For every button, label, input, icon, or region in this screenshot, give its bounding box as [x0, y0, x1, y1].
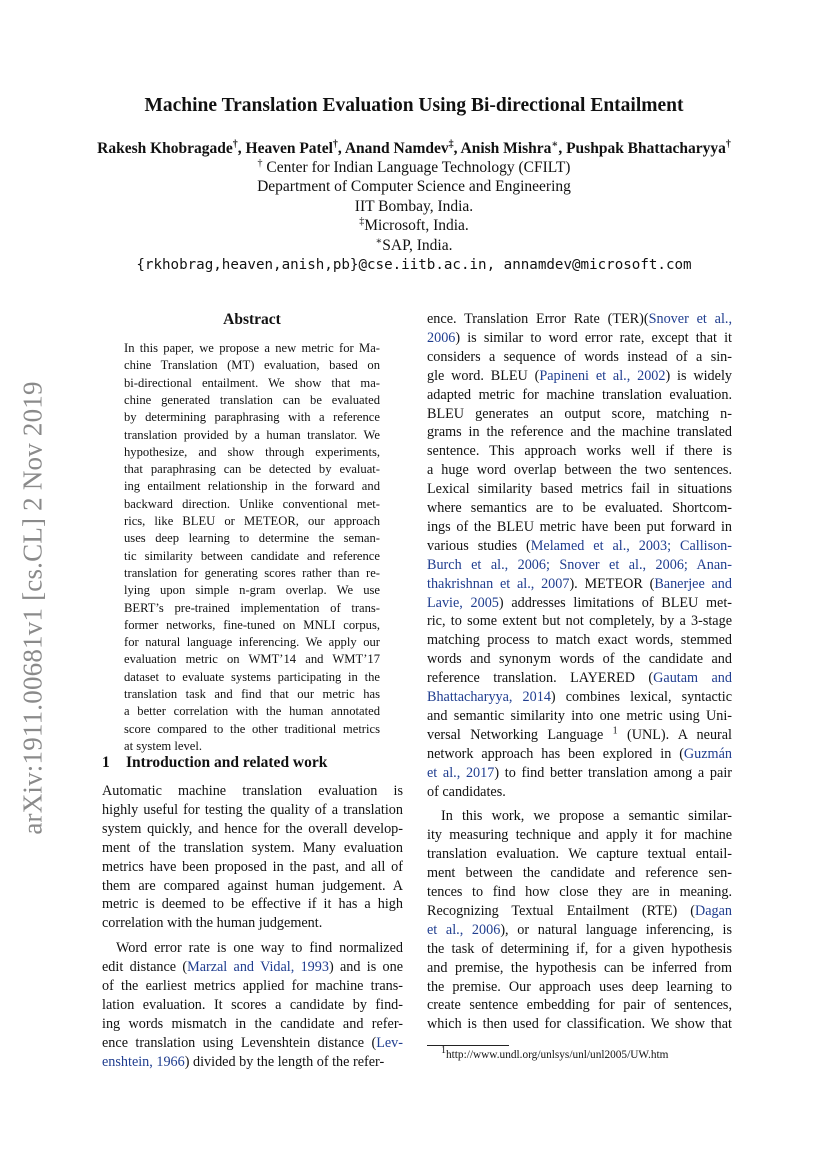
author-emails: {rkhobrag,heaven,anish,pb}@cse.iitb.ac.in, annamdev@microsoft.com: [136, 257, 692, 273]
body-text: ) addresses limitations of BLEU met-: [498, 594, 732, 611]
abstract-line: bi-directional entailment. We show that ma-: [124, 375, 380, 390]
affiliation-text: Center for Indian Language Technology (CFILT): [262, 159, 571, 176]
abstract-line: ing entailment relationship in the forward and: [124, 479, 380, 494]
abstract-line: at system level.: [124, 738, 202, 753]
body-text: Automatic machine translation evaluation is: [102, 783, 403, 799]
abstract-line: rics, like BLEU or METEOR, our approach: [124, 514, 380, 528]
body-text: ing words mismatch in the candidate and refer-: [102, 1015, 403, 1032]
body-text: considers a sequence of words instead of a sin-: [427, 348, 732, 365]
author-affiliation-mark: †: [232, 138, 238, 150]
body-line: [427, 846, 732, 863]
section-title: Introduction and related work: [126, 754, 328, 771]
footnote-url: http://www.undl.org/unlsys/unl/unl2005/UW.htm: [446, 1049, 669, 1061]
body-text: edit distance (: [102, 959, 188, 976]
body-text: highly useful for testing the quality of a translation: [102, 801, 403, 818]
section-number: 1: [102, 754, 110, 771]
body-text: ment between the candidate and reference sen-: [427, 865, 732, 882]
body-line: [427, 311, 732, 328]
body-line: [102, 840, 403, 857]
body-text: ment of the translation system. Many evaluation: [102, 839, 403, 856]
body-line: [102, 978, 403, 995]
affiliation-text: IIT Bombay, India.: [354, 198, 474, 215]
body-text: gle word. BLEU (: [427, 367, 540, 384]
body-text: ) divided by the length of the refer-: [184, 1053, 385, 1070]
body-line: [427, 941, 732, 958]
author-list: Rakesh Khobragade†, Heaven Patel†, Anand Namdev‡, Anish Mishra∗, Pushpak Bhattacharyya†: [97, 138, 731, 157]
body-text: the task of determining if, for a given hypothesis: [427, 940, 732, 957]
body-line: [427, 979, 732, 996]
paper-title: Machine Translation Evaluation Using Bi-directional Entailment: [144, 95, 684, 116]
body-line: [102, 878, 403, 895]
body-text: Recognizing Textual Entailment (RTE) (: [427, 902, 695, 919]
body-text: reference translation. LAYERED (: [427, 670, 654, 687]
body-text: ity measuring technique and apply it for machine: [427, 827, 732, 844]
body-line: [427, 462, 732, 479]
body-text: Lexical similarity based metrics fail in situations: [427, 481, 732, 498]
body-line: [427, 746, 732, 763]
abstract-line: that paraphrasing can be detected by evaluat-: [124, 462, 380, 477]
author-affiliation-mark: †: [332, 138, 338, 150]
body-line: [102, 915, 403, 932]
abstract-line: translation provided by a human translator. We: [124, 427, 380, 442]
abstract-line: chine Translation (MT) evaluation, based on: [124, 358, 380, 373]
body-line: [427, 368, 732, 385]
abstract-line: a better correlation with the human annotated: [124, 704, 380, 719]
body-text: ) to find better translation among a pair: [494, 764, 732, 781]
citation-link: Snover et al.,: [648, 311, 733, 327]
body-text: metrics have been proposed in the past, and all of: [102, 858, 403, 875]
body-line: [427, 595, 732, 612]
body-text: versal Networking Language: [427, 726, 613, 743]
body-line: [102, 959, 403, 976]
body-text: correlation with the human judgement.: [102, 915, 323, 932]
affiliation-text: Microsoft, India.: [364, 217, 469, 234]
abstract-heading: Abstract: [223, 311, 281, 328]
body-text: lation evaluation. It scores a candidate by find-: [102, 996, 403, 1013]
body-line: [427, 481, 732, 498]
body-line: [427, 538, 732, 555]
body-text: ) is similar to word error rate, except that it: [455, 329, 732, 346]
body-text: system quickly, and hence for the overall develop-: [102, 820, 403, 837]
body-text: a huge word overlap between the two sentences.: [427, 462, 732, 479]
body-line: [427, 443, 732, 460]
citation-link: Gautam and: [653, 670, 732, 687]
affiliation-line: [0, 159, 828, 177]
body-line: [427, 1016, 732, 1033]
body-text: ). METEOR (: [569, 575, 655, 592]
body-text: ) is widely: [665, 367, 732, 384]
body-text: the premise. Our approach uses deep learning to: [427, 978, 732, 995]
abstract-line: dataset to evaluate systems participating in the: [124, 669, 380, 684]
body-text: network approach has been explored in (: [427, 745, 684, 762]
body-text: ings of the BLEU metric have been put forward in: [427, 518, 732, 535]
section-heading: [102, 754, 327, 772]
abstract-line: score compared to the other traditional metrics: [124, 721, 380, 736]
body-text: ) combines lexical, syntactic: [550, 689, 732, 705]
body-line: [427, 727, 732, 744]
body-text: translation evaluation. We capture textual entail-: [427, 846, 732, 863]
affiliation-line: [0, 217, 828, 235]
citation-link: Melamed et al., 2003; Callison-: [530, 537, 733, 554]
citation-link: Papineni et al., 2002: [539, 367, 666, 384]
citation-link: et al., 2006: [427, 921, 501, 938]
body-line: [427, 689, 732, 706]
author-affiliation-mark: †: [725, 138, 731, 150]
abstract-line: evaluation metric on WMT’14 and WMT’17: [124, 652, 380, 667]
body-line: [427, 424, 732, 441]
body-text: tences to find how close they are in meaning.: [427, 884, 732, 900]
body-text: matching process to match exact words, stemmed: [427, 632, 732, 649]
body-line: [427, 765, 732, 782]
citation-link: 2006: [427, 329, 456, 346]
citation-link: thakrishnan et al., 2007: [427, 575, 570, 592]
body-line: [102, 783, 403, 800]
body-line: [427, 670, 732, 687]
body-text: (UNL). A neural: [617, 726, 732, 743]
abstract-line: BERT’s pre-trained implementation of trans-: [124, 600, 380, 615]
body-line: [427, 960, 732, 977]
footnote: [441, 1045, 669, 1061]
body-text: ric, to some extent but not completely, by a 3-stage: [427, 613, 732, 630]
footnote-ref: 1: [612, 725, 618, 737]
body-line: [427, 557, 732, 574]
author-name: Anand Namdev: [344, 140, 449, 157]
abstract-line: tic similarity between candidate and reference: [124, 548, 380, 563]
citation-link: Dagan: [694, 902, 732, 919]
body-line: [427, 784, 732, 801]
citation-link: Lev-: [376, 1034, 403, 1051]
body-text: which is then used for classification. We show that: [427, 1016, 732, 1033]
abstract-line: former networks, fine-tuned on MNLI corpus,: [124, 617, 380, 632]
body-line: [427, 708, 732, 725]
body-text: of candidates.: [427, 783, 506, 800]
body-line: [427, 808, 732, 825]
body-text: ence. Translation Error Rate (TER)(: [427, 311, 649, 327]
body-text: ence translation using Levenshtein distance (: [102, 1034, 377, 1051]
citation-link: et al., 2017: [427, 764, 495, 781]
arxiv-sidebar: [18, 368, 48, 848]
abstract-line: translation for generating scores rather than re-: [124, 565, 380, 580]
citation-link: Lavie, 2005: [427, 594, 499, 611]
abstract-line: for natural language inferencing. We apply our: [124, 635, 380, 650]
author-name: Heaven Patel: [245, 140, 333, 157]
citation-link: Burch et al., 2006; Snover et al., 2006; Anan-: [427, 556, 732, 573]
body-text: where semantics are to be evaluated. Shortcom-: [427, 500, 732, 516]
body-line: [427, 903, 732, 920]
body-line: [102, 997, 403, 1014]
affiliation-mark: ‡: [359, 215, 365, 227]
body-line: [102, 940, 403, 957]
body-line: [427, 330, 732, 347]
body-line: [427, 576, 732, 593]
body-text: In this work, we propose a semantic similar-: [441, 808, 732, 825]
footnote-rule: [427, 1045, 509, 1046]
citation-link: Banerjee and: [654, 575, 732, 592]
body-text: various studies (: [427, 537, 531, 554]
body-text: Word error rate is one way to find normalized: [116, 940, 403, 957]
affiliation-mark: ∗: [375, 235, 383, 247]
body-line: [427, 349, 732, 366]
affiliation-line: [0, 237, 828, 255]
body-text: adapted metric for machine translation evaluation.: [427, 386, 732, 403]
body-line: [102, 896, 403, 913]
body-line: [427, 997, 732, 1014]
citation-link: Bhattacharyya, 2014: [427, 689, 551, 705]
body-text: ), or natural language inferencing, is: [500, 921, 733, 938]
abstract-line: backward direction. Unlike conventional met-: [124, 496, 380, 511]
body-text: metric is deemed to be effective if it has a high: [102, 896, 403, 913]
author-name: Rakesh Khobragade: [97, 140, 233, 157]
body-text: of the earliest metrics applied for machine trans-: [102, 978, 403, 994]
body-line: [102, 1054, 403, 1071]
body-text: ) and is one: [328, 959, 403, 976]
author-name: Anish Mishra: [460, 140, 552, 157]
body-text: words and synonym words of the candidate and: [427, 651, 732, 668]
body-line: [427, 387, 732, 404]
body-line: [427, 865, 732, 882]
body-text: and semantic similarity into one metric using Uni-: [427, 707, 732, 724]
affiliation-line: [0, 178, 828, 196]
citation-link: Marzal and Vidal, 1993: [187, 959, 329, 976]
abstract-line: translation task and find that our metric has: [124, 687, 380, 701]
body-line: [102, 802, 403, 819]
body-text: them are compared against human judgement. A: [102, 877, 403, 894]
body-text: grams in the reference and the machine translated: [427, 424, 732, 441]
author-name: Pushpak Bhattacharyya: [566, 140, 726, 157]
abstract-line: chine generated translation can be evaluated: [124, 392, 380, 407]
body-line: [427, 922, 732, 939]
body-text: create sentence embedding for pair of sentences,: [427, 997, 732, 1014]
author-affiliation-mark: ‡: [448, 138, 454, 150]
author-affiliation-mark: ∗: [551, 138, 559, 150]
body-line: [102, 1035, 403, 1052]
affiliation-text: Department of Computer Science and Engineering: [257, 178, 571, 195]
affiliation-mark: †: [257, 157, 263, 169]
body-text: sentence. This approach works well if there is: [427, 443, 732, 460]
abstract-line: In this paper, we propose a new metric for Ma-: [124, 341, 380, 355]
body-line: [102, 1016, 403, 1033]
body-line: [427, 827, 732, 844]
abstract-line: uses deep learning to determine the seman-: [124, 531, 380, 546]
body-line: [102, 821, 403, 838]
body-line: [427, 613, 732, 630]
affiliation-line: [0, 198, 828, 216]
body-line: [102, 859, 403, 876]
footnote-mark: 1: [441, 1045, 446, 1057]
citation-link: enshtein, 1966: [102, 1053, 185, 1070]
abstract-line: lying upon simple n-gram overlap. We use: [124, 583, 380, 598]
citation-link: Guzmán: [683, 745, 732, 762]
abstract-line: hypothesize, and show through experiments,: [124, 444, 380, 459]
body-line: [427, 632, 732, 649]
arxiv-identifier: arXiv:1911.00681v1 [cs.CL] 2 Nov 2019: [17, 381, 48, 835]
body-line: [427, 500, 732, 517]
affiliation-text: SAP, India.: [382, 237, 453, 254]
body-line: [427, 519, 732, 536]
abstract-line: by determining paraphrasing with a reference: [124, 410, 380, 425]
body-line: [427, 651, 732, 668]
body-text: BLEU generates an output score, matching n-: [427, 405, 732, 422]
body-line: [427, 884, 732, 901]
body-text: and premise, the hypothesis can be inferred from: [427, 959, 732, 976]
body-line: [427, 406, 732, 423]
